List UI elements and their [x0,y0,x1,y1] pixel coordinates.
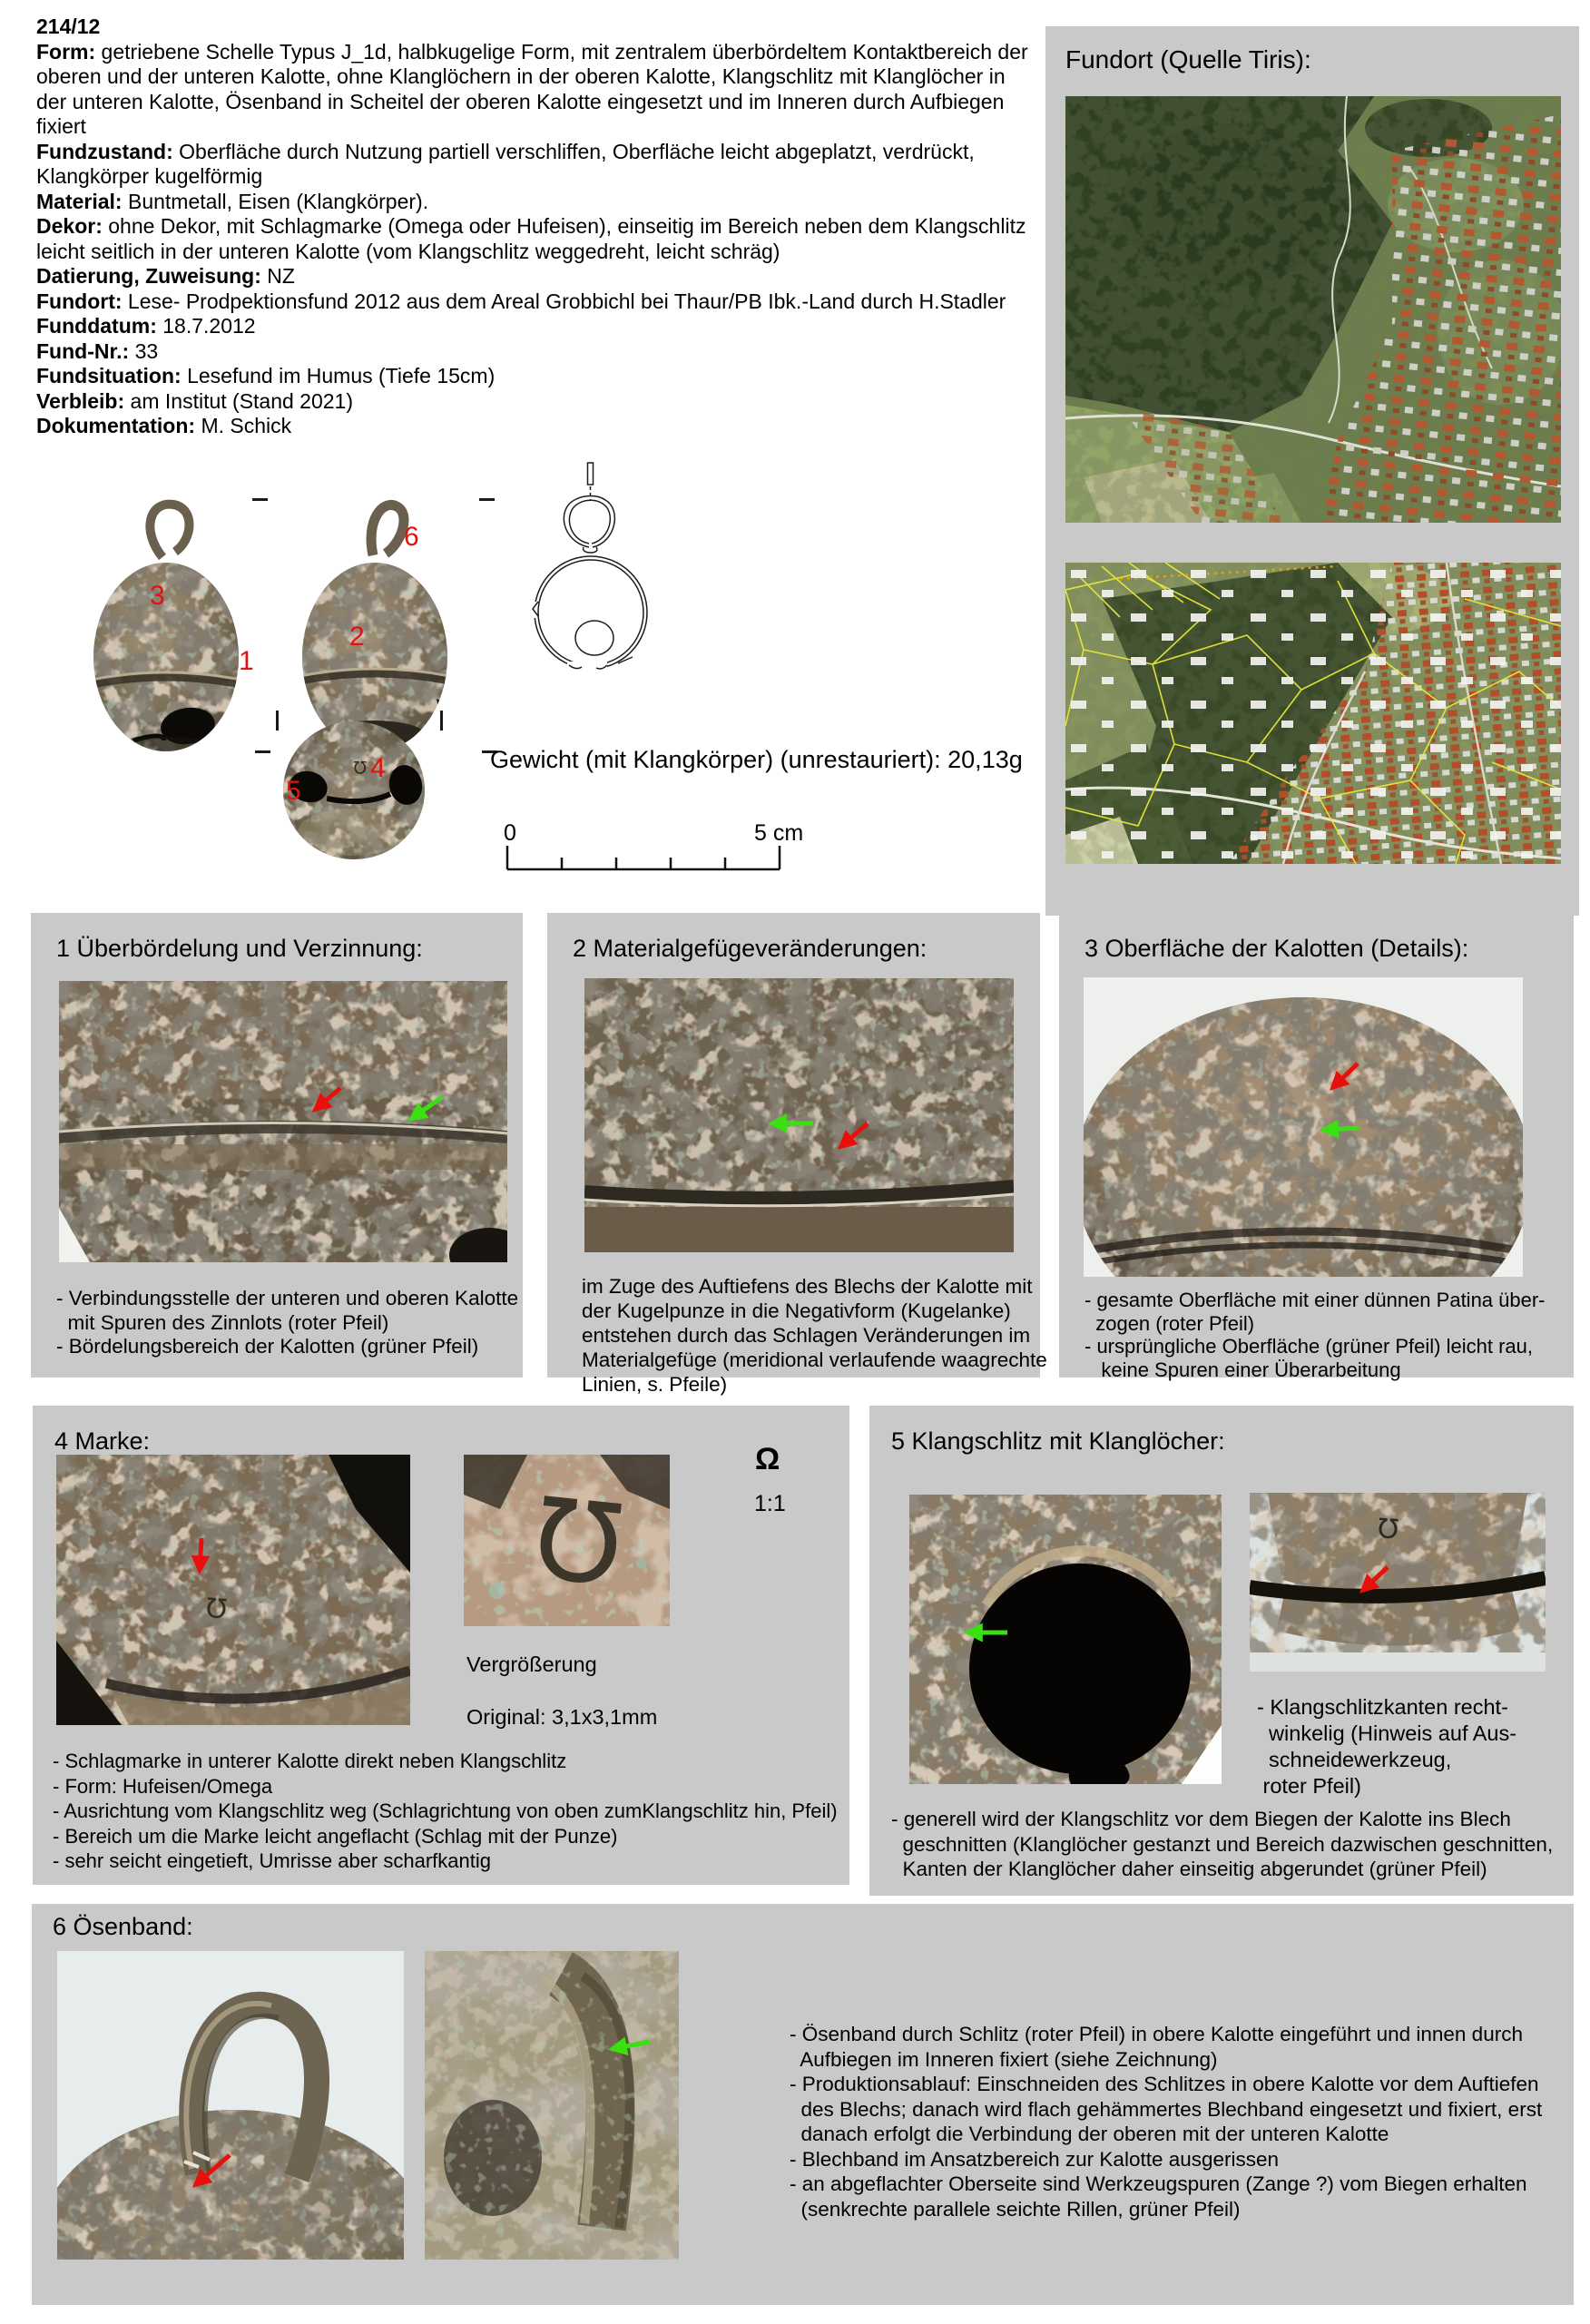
caption-line: der Kugelpunze in die Negativform (Kugelanke) [582,1299,1011,1322]
field-text: 18.7.2012 [156,314,256,338]
field-label: Dokumentation: [36,414,196,437]
bullet-line: - generell wird der Klangschlitz vor dem Biegen der Kalotte ins Blech [891,1808,1511,1830]
detail-photo-structure [584,978,1014,1252]
aerial-photo-cadastral [1065,563,1561,864]
section-title: 3 Oberfläche der Kalotten (Details): [1085,935,1469,962]
field [36,414,1033,439]
bullet-line: Kanten der Klanglöcher daher einseitig abgerundet (grüner Pfeil) [891,1858,1487,1880]
registration-mark [479,498,495,501]
field [36,15,1033,40]
green-arrow-icon [1323,1128,1359,1130]
caption-line: zogen (roter Pfeil) [1085,1311,1255,1335]
scale-label-0: 0 [504,820,516,846]
field-label: Fundort: [36,289,123,313]
field-text: NZ [260,264,295,288]
field-label: Fundsituation: [36,364,182,387]
caption-line: winkelig (Hinweis auf Aus- [1257,1721,1517,1745]
detail-photo-stamp-macro [464,1455,670,1626]
field [36,190,1033,215]
field-text: Buntmetall, Eisen (Klangkörper). [122,189,429,213]
fundort-panel [1045,26,1579,916]
detail-photo-schlitzkante [1250,1493,1546,1672]
bullet-line: (senkrechte parallele seichte Rillen, grüner Pfeil) [790,2197,1241,2221]
registration-mark [440,711,443,731]
weight-text: Gewicht (mit Klangkörper) (unrestauriert): 20,13g [490,746,1023,773]
bullet-line: - an abgeflachter Oberseite sind Werkzeugspuren (Zange ?) vom Biegen erhalten [790,2172,1527,2195]
bullet-line: - Ausrichtung vom Klangschlitz weg (Schlagrichtung von oben zumKlangschlitz hin, Pfeil) [53,1799,838,1822]
caption-line: mit Spuren des Zinnlots (roter Pfeil) [56,1310,389,1334]
stamp-mark: Ω [1377,1510,1400,1544]
field-text: Oberfläche durch Nutzung partiell verschliffen, Oberfläche leicht abgeplatzt, verdrückt, Klangkörper kugelförmig [36,139,975,188]
magnification-label: Vergrößerung [466,1652,597,1676]
registration-mark [276,711,279,731]
caption-line: Materialgefüge (meridional verlaufende waagrechte [582,1348,1047,1371]
scale-ratio: 1:1 [754,1491,786,1516]
bullet-line: - Blechband im Ansatzbereich zur Kalotte ausgerissen [790,2147,1280,2171]
field-label: Dekor: [36,214,103,238]
detail-photo-dome [1084,977,1523,1277]
section-marke [33,1406,849,1885]
field [36,289,1033,315]
bell-photo-side-a [86,497,250,760]
field-text: getriebene Schelle Typus J_1d, halbkugelige Form, mit zentralem überbördeltem Kontaktbereich der oberen und der unteren Kalotte, ohne Klanglöchern in der oberen Kalotte, Klangschlitz mit Klanglöcher in der unteren Kalotte, Ösenband in Scheitel der oberen Kalotte eingesetzt und im Inneren durch Aufbiegen fixiert [36,39,1028,138]
bullet-list [53,1749,838,1874]
bullet-line: danach erfolgt die Verbindung der oberen mit der unteren Kalotte [790,2123,1389,2145]
find-description [36,15,1033,439]
section-title: 1 Überbördelung und Verzinnung: [56,935,423,962]
section-ueberboerdelung [31,913,523,1378]
section-title: 4 Marke: [54,1427,151,1455]
registration-mark [255,750,270,753]
field [36,40,1033,140]
field-label: Fund-Nr.: [36,338,130,363]
bullet-line: des Blechs; danach wird flach gehämmertes Blechband eingesetzt und fixiert, erst [790,2097,1543,2121]
section-title: 5 Klangschlitz mit Klanglöcher: [891,1427,1225,1455]
field-text: 33 [129,338,159,363]
original-size-label: Original: 3,1x3,1mm [466,1705,658,1729]
bullet-line: - Produktionsablauf: Einschneiden des Schlitzes in obere Kalotte vor dem Auftiefen [790,2073,1539,2095]
panel-title: Fundort (Quelle Tiris): [1065,45,1311,74]
field-text: M. Schick [195,414,292,437]
bell-drawing [531,458,653,703]
field-label: Datierung, Zuweisung: [36,264,261,288]
field [36,214,1033,264]
detail-photo-seam [59,981,507,1262]
caption-line: - Verbindungsstelle der unteren und oberen Kalotte [56,1287,519,1309]
field [36,140,1033,190]
caption [56,1287,518,1359]
caption-line: - gesamte Oberfläche mit einer dünnen Patina über- [1085,1289,1546,1311]
caption [1085,1289,1546,1381]
caption-line: roter Pfeil) [1257,1774,1361,1798]
caption-line: - Klangschlitzkanten recht- [1257,1695,1508,1719]
callout-label: 1 [239,646,254,676]
caption-line: entstehen durch das Schlagen Veränderungen im [582,1324,1031,1347]
omega-symbol: Ω [755,1442,780,1476]
detail-photo-oesenband-macro [425,1951,679,2260]
callout-label: 2 [349,622,365,652]
caption-line: - ursprüngliche Oberfläche (grüner Pfeil) leicht rau, [1085,1335,1534,1358]
caption-line: schneidewerkzeug, [1257,1748,1452,1771]
field-label: Fundzustand: [36,139,173,163]
bullet-list [891,1807,1553,1882]
section-oberflaeche [1059,913,1574,1381]
section-oesenband [32,1904,1574,2305]
scale-label-5cm: 5 cm [754,820,803,846]
bullet-line: - Ösenband durch Schlitz (roter Pfeil) in obere Kalotte eingeführt und innen durch [790,2023,1523,2045]
callout-label: 4 [370,753,386,783]
section-materialgefuege [547,913,1047,1396]
callout-label: 5 [286,776,301,806]
bullet-line: geschnitten (Klanglöcher gestanzt und Bereich dazwischen geschnitten, [891,1832,1554,1856]
stamp-mark: Ω [204,1590,229,1624]
section-klangschlitz [869,1406,1574,1896]
callout-label: 6 [404,522,419,552]
field-label: Material: [36,189,123,213]
field-label: Verbleib: [36,388,125,413]
bullet-list [790,2022,1542,2221]
stamp-mark-magnified: Ω [529,1467,629,1608]
section-title: 2 Materialgefügeveränderungen: [573,935,928,962]
field-label: Form: [36,39,96,64]
field-text: ohne Dekor, mit Schlagmarke (Omega oder Hufeisen), einseitig im Bereich neben dem Klangschlitz leicht seitlich in der unteren Kalotte (vom Klangschlitz weggedreht, leicht schräg) [36,214,1026,263]
field-text: Lese- Prodpektionsfund 2012 aus dem Areal Grobbichl bei Thaur/PB Ibk.-Land durch H.Stadler [122,289,1006,313]
bullet-line: Aufbiegen im Inneren fixiert (siehe Zeichnung) [790,2047,1218,2071]
callout-label: 3 [150,581,165,611]
aerial-photo-orthofoto [1065,96,1561,523]
bell-loop [150,505,189,557]
field-text: Lesefund im Humus (Tiefe 15cm) [181,364,496,387]
bullet-line: - Bereich um die Marke leicht angeflacht (Schlag mit der Punze) [53,1824,618,1848]
field-label: 214/12 [36,15,101,38]
detail-photo-klangloch [909,1495,1222,1784]
red-arrow-icon [200,1538,201,1571]
bullet-line: - Schlagmarke in unterer Kalotte direkt neben Klangschlitz [53,1750,567,1772]
field-text: am Institut (Stand 2021) [124,388,354,413]
field [36,339,1033,365]
caption-line: im Zuge des Auftiefens des Blechs der Kalotte mit [582,1275,1033,1298]
section-title: 6 Ösenband: [53,1913,193,1940]
bell-loop [371,505,404,555]
detail-photo-stamp-context [56,1455,410,1725]
caption-line: keine Spuren einer Überarbeitung [1085,1358,1401,1381]
field [36,364,1033,389]
field [36,389,1033,415]
caption [1257,1694,1516,1799]
field-label: Funddatum: [36,314,157,338]
caption [582,1274,1047,1397]
caption-line: - Bördelungsbereich der Kalotten (grüner Pfeil) [56,1335,479,1358]
scale-bar [495,815,803,880]
bullet-line: - Form: Hufeisen/Omega [53,1774,273,1798]
field [36,314,1033,339]
registration-mark [252,498,268,501]
bullet-line: - sehr seicht eingetieft, Umrisse aber scharfkantig [53,1849,491,1872]
detail-photo-oesenband [57,1951,404,2260]
field [36,264,1033,289]
caption-line: Linien, s. Pfeile) [582,1373,728,1396]
